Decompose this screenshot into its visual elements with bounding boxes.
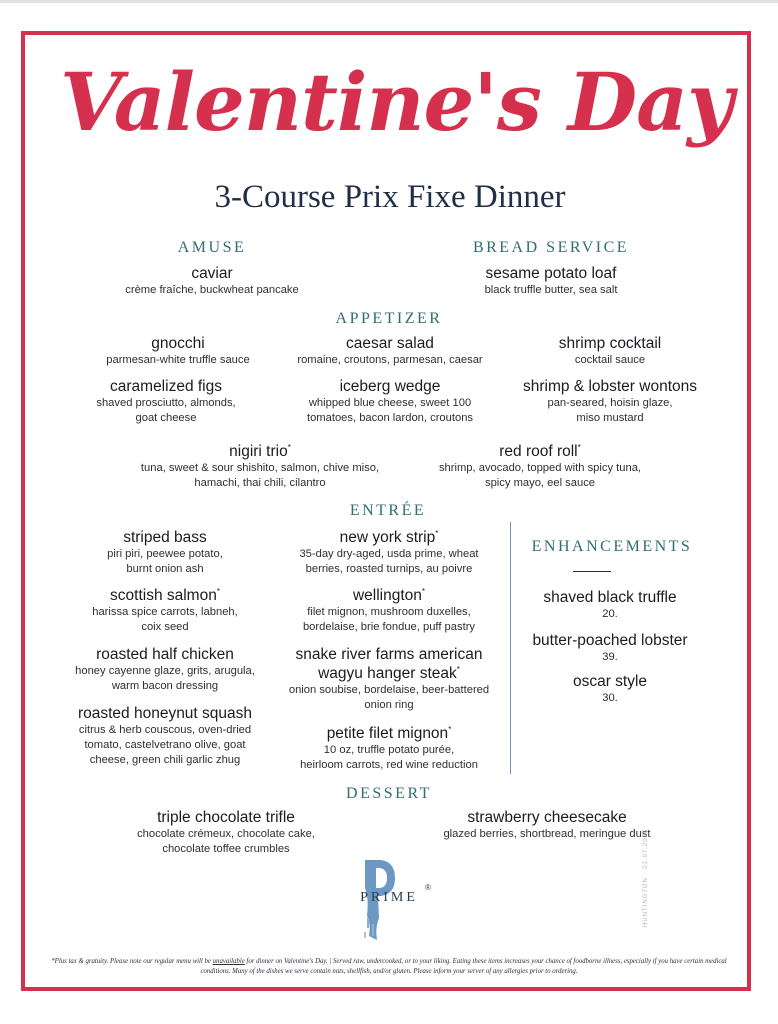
item-name-line <box>266 664 512 683</box>
item-name: striped bass <box>123 529 207 546</box>
menu-item-striped-bass <box>55 528 275 577</box>
item-description: whipped blue cheese, sweet 100 <box>308 397 472 409</box>
item-description: warm bacon dressing <box>111 680 219 692</box>
item-price: 30. <box>602 692 618 704</box>
raw-item-marker: * <box>435 528 439 538</box>
item-description: pan-seared, hoisin glaze, <box>547 397 673 409</box>
menu-item-caesar-salad <box>278 334 502 368</box>
menu-item-shrimp-lobster-wontons <box>498 377 722 426</box>
menu-item-caramelized-figs <box>54 377 278 426</box>
menu-item-roasted-honeynut-squash <box>50 704 280 768</box>
item-name: sesame potato loaf <box>485 265 617 282</box>
item-name-line <box>271 724 507 743</box>
section-heading-enhancements: ENHANCEMENTS <box>531 538 693 555</box>
menu-item-scottish-salmon <box>55 586 275 635</box>
item-description: filet mignon, mushroom duxelles, <box>307 606 471 618</box>
item-name: caramelized figs <box>110 378 222 395</box>
footnote-disclaimer <box>36 957 742 977</box>
item-name: caesar salad <box>346 335 434 352</box>
item-name: butter-poached lobster <box>532 632 688 649</box>
item-description: 35-day dry-aged, usda prime, wheat <box>299 548 479 560</box>
item-name: oscar style <box>572 673 648 690</box>
item-description: goat cheese <box>135 412 197 424</box>
item-name: shaved black truffle <box>543 589 677 606</box>
menu-title: Valentine's Day <box>60 55 733 149</box>
item-description: harissa spice carrots, labneh, <box>92 606 238 618</box>
enhancements-underline <box>573 571 611 572</box>
item-description: citrus & herb couscous, oven-dried <box>78 724 252 736</box>
section-heading-dessert: DESSERT <box>346 785 432 802</box>
item-description: glazed berries, shortbread, meringue dust <box>443 828 651 840</box>
item-description: 10 oz, truffle potato purée, <box>323 744 455 756</box>
item-name-continued: wagyu hanger steak <box>318 665 457 682</box>
menu-subtitle: 3-Course Prix Fixe Dinner <box>214 179 566 215</box>
menu-item-triple-chocolate-trifle <box>96 808 356 857</box>
item-description: parmesan-white truffle sauce <box>106 354 250 366</box>
menu-item-bread <box>431 264 671 298</box>
item-name-line <box>271 528 507 547</box>
item-description: honey cayenne glaze, grits, arugula, <box>75 665 255 677</box>
prime-logo-text: PRIME <box>360 890 418 905</box>
menu-item-amuse <box>92 264 332 298</box>
item-description: crème fraîche, buckwheat pancake <box>125 284 299 296</box>
menu-item-strawberry-cheesecake <box>412 808 682 842</box>
item-description: cocktail sauce <box>574 354 646 366</box>
item-name: red roof roll <box>499 443 578 460</box>
item-name: new york strip <box>339 529 436 546</box>
section-heading-amuse: AMUSE <box>177 239 247 256</box>
section-heading-entree: ENTRÉE <box>349 502 427 519</box>
item-description: burnt onion ash <box>126 563 204 575</box>
menu-item-gnocchi <box>66 334 290 368</box>
item-description: onion ring <box>364 699 414 711</box>
item-name: petite filet mignon <box>326 725 449 742</box>
item-name-line <box>271 586 507 605</box>
item-name: snake river farms american <box>295 646 483 663</box>
item-name-line <box>100 442 420 461</box>
item-name-line <box>55 586 275 605</box>
item-description: tomatoes, bacon lardon, croutons <box>306 412 474 424</box>
menu-item-red-roof-roll <box>380 442 700 491</box>
item-name: triple chocolate trifle <box>157 809 295 826</box>
item-description: hamachi, thai chili, cilantro <box>194 477 326 489</box>
raw-item-marker: * <box>421 586 426 596</box>
raw-item-marker: * <box>577 442 581 452</box>
top-edge-line <box>0 0 778 3</box>
item-name: gnocchi <box>151 335 205 352</box>
item-description: miso mustard <box>576 412 644 424</box>
section-heading-appetizer: APPETIZER <box>335 310 443 327</box>
menu-item-wellington <box>271 586 507 635</box>
item-name-line <box>380 442 700 461</box>
item-description: shrimp, avocado, topped with spicy tuna, <box>438 462 642 474</box>
item-description: bordelaise, brie fondue, puff pastry <box>302 621 476 633</box>
item-name: nigiri trio <box>229 443 288 460</box>
item-name: roasted half chicken <box>96 646 234 663</box>
item-description: spicy mayo, eel sauce <box>484 477 596 489</box>
item-name: strawberry cheesecake <box>467 809 627 826</box>
item-description: tomato, castelvetrano olive, goat <box>84 739 246 751</box>
item-description: chocolate toffee crumbles <box>162 843 290 855</box>
menu-item-petite-filet-mignon <box>271 724 507 773</box>
item-name: shrimp cocktail <box>558 335 662 352</box>
item-description: tuna, sweet & sour shishito, salmon, chive miso, <box>140 462 380 474</box>
item-description: piri piri, peewee potato, <box>107 548 223 560</box>
section-heading-bread-service: BREAD SERVICE <box>472 239 630 256</box>
item-name: iceberg wedge <box>339 378 441 395</box>
item-description: shaved prosciutto, almonds, <box>96 397 236 409</box>
item-description: heirloom carrots, red wine reduction <box>300 759 478 771</box>
raw-item-marker: * <box>456 664 460 674</box>
item-name: wellington <box>352 587 422 604</box>
menu-item-nigiri-trio <box>100 442 420 491</box>
raw-item-marker: * <box>448 724 452 734</box>
registered-mark: ® <box>425 883 431 892</box>
item-description: cheese, green chili garlic zhug <box>89 754 241 766</box>
enhancement-oscar-style <box>512 672 708 706</box>
footnote-underlined: unavailable <box>212 958 245 965</box>
enhancement-shaved-black-truffle <box>512 588 708 622</box>
item-name: caviar <box>191 265 233 282</box>
item-price: 20. <box>602 608 618 620</box>
item-price: 39. <box>602 651 618 663</box>
menu-item-iceberg-wedge <box>278 377 502 426</box>
location-date-stamp: HUNTINGTON · 01.07.2025 <box>643 828 649 927</box>
item-description: berries, roasted turnips, au poivre <box>305 563 473 575</box>
menu-item-new-york-strip <box>271 528 507 577</box>
item-name: shrimp & lobster wontons <box>522 378 698 395</box>
item-description: black truffle butter, sea salt <box>484 284 618 296</box>
menu-item-shrimp-cocktail <box>498 334 722 368</box>
raw-item-marker: * <box>216 586 220 596</box>
item-description: coix seed <box>141 621 189 633</box>
footnote-text: *Plus tax & gratuity. Please note our regular menu will be <box>51 958 213 965</box>
menu-item-roasted-half-chicken <box>50 645 280 694</box>
item-name: scottish salmon <box>110 587 217 604</box>
menu-item-wagyu-hanger-steak <box>266 645 512 713</box>
item-description: romaine, croutons, parmesan, caesar <box>297 354 483 366</box>
item-description: chocolate crémeux, chocolate cake, <box>137 828 315 840</box>
column-divider <box>510 522 511 774</box>
enhancement-butter-poached-lobster <box>512 631 708 665</box>
item-name: roasted honeynut squash <box>77 705 253 722</box>
raw-item-marker: * <box>287 442 291 452</box>
item-description: onion soubise, bordelaise, beer-battered <box>288 684 490 696</box>
footnote-text-continued: for dinner on Valentine's Day. | Served raw, undercooked, or to your liking. Eating these items increases your chance of foodborne illness, especially if you have certain medical conditions. Many of the dishes we serve contain nuts, shellfish, and/or gluten. Please inform your server of any allergies prior to ordering. <box>200 958 727 975</box>
